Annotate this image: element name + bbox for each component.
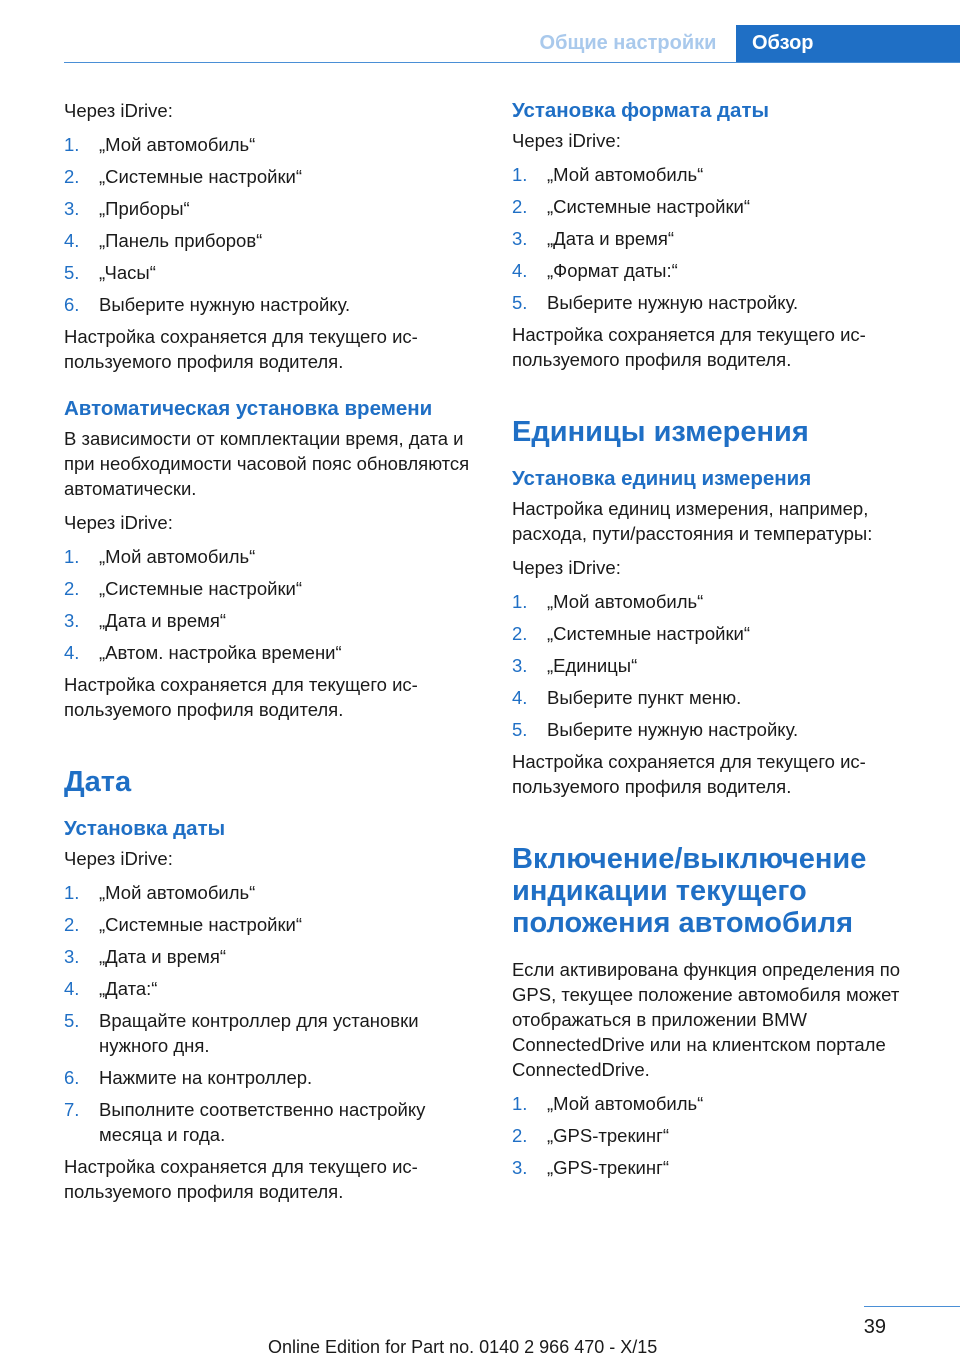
description-text: Если активирована функция определения по GPS, текущее положение автомобиля может отображаться в приложении BMW ConnectedDrive или на клиентском портале ConnectedDrive.: [512, 959, 901, 1080]
intro-text: Через iDrive:: [512, 557, 621, 578]
list-item: 1. „Мой автомобиль“: [64, 134, 256, 155]
list-item: 3. „GPS-трекинг“: [512, 1157, 669, 1178]
section-title: Установка формата даты: [512, 99, 770, 122]
list-item: 5. „Часы“: [64, 262, 156, 283]
note-text: Настройка сохраняется для текущего используемого профиля водителя.: [512, 751, 866, 797]
list-item: 3. „Дата и время“: [512, 228, 675, 249]
chapter-heading: Единицы измерения: [512, 416, 809, 448]
steps-list: [512, 162, 932, 315]
section-title: Установка единиц измерения: [512, 467, 812, 490]
list-item: 2. „Системные настройки“: [64, 578, 303, 599]
list-item: 5. Выберите нужную настройку.: [512, 719, 799, 740]
steps-list: [64, 132, 474, 317]
note-text: Настройка сохраняется для текущего используемого профиля водителя.: [64, 674, 418, 720]
description-text: Настройка единиц измерения, например, расхода, пути/расстояния и температуры:: [512, 498, 873, 544]
steps-list: [64, 880, 474, 1147]
list-item: 6. Нажмите на контроллер.: [64, 1067, 313, 1088]
section-title: Установка даты: [64, 817, 226, 840]
section-title: Автоматическая установка времени: [64, 397, 433, 420]
description-text: В зависимости от комплектации время, дата и при необходимости часовой пояс обновляются автоматически.: [64, 428, 470, 499]
note-text: Настройка сохраняется для текущего используемого профиля водителя.: [64, 1156, 418, 1202]
right-column: [512, 98, 932, 1187]
list-item: 1. „Мой автомобиль“: [64, 882, 256, 903]
list-item: 7. Выполните соответственно настройку месяца и года.: [64, 1099, 426, 1145]
list-item: 4. Выберите пункт меню.: [512, 687, 742, 708]
list-item: 3. „Дата и время“: [64, 610, 227, 631]
list-item: 2. „Системные настройки“: [512, 196, 751, 217]
chapter-heading: Включение/выключение индикации текущего положения автомобиля: [512, 843, 867, 939]
list-item: 1. „Мой автомобиль“: [64, 546, 256, 567]
list-item: 5. Выберите нужную настройку.: [512, 292, 799, 313]
list-item: 6. Выберите нужную настройку.: [64, 294, 351, 315]
list-item: 3. „Приборы“: [64, 198, 190, 219]
list-item: 4. „Дата:“: [64, 978, 158, 999]
header-rule: [64, 62, 960, 63]
list-item: 2. „Системные настройки“: [512, 623, 751, 644]
footer-rule: [864, 1306, 960, 1307]
list-item: 2. „GPS-трекинг“: [512, 1125, 669, 1146]
list-item: 5. Вращайте контроллер для установки нужного дня.: [64, 1010, 419, 1056]
steps-list: [64, 544, 474, 665]
tab-general-settings[interactable]: Общие настройки: [539, 32, 717, 54]
note-text: Настройка сохраняется для текущего используемого профиля водителя.: [64, 326, 418, 372]
list-item: 4. „Панель приборов“: [64, 230, 263, 251]
list-item: 2. „Системные настройки“: [64, 914, 303, 935]
edition-footer: Online Edition for Part no. 0140 2 966 470 - X/15: [268, 1337, 658, 1357]
intro-text: Через iDrive:: [64, 512, 173, 533]
steps-list: [512, 589, 932, 742]
intro-text: Через iDrive:: [512, 130, 621, 151]
list-item: 4. „Формат даты:“: [512, 260, 678, 281]
list-item: 3. „Единицы“: [512, 655, 638, 676]
list-item: 1. „Мой автомобиль“: [512, 164, 704, 185]
note-text: Настройка сохраняется для текущего используемого профиля водителя.: [512, 324, 866, 370]
steps-list: [512, 1091, 932, 1180]
list-item: 3. „Дата и время“: [64, 946, 227, 967]
list-item: 1. „Мой автомобиль“: [512, 591, 704, 612]
chapter-heading: Дата: [64, 766, 132, 798]
tab-overview[interactable]: Обзор: [736, 25, 960, 62]
intro-text: Через iDrive:: [64, 100, 173, 121]
list-item: 2. „Системные настройки“: [64, 166, 303, 187]
intro-text: Через iDrive:: [64, 848, 173, 869]
list-item: 4. „Автом. настройка времени“: [64, 642, 342, 663]
page-number: 39: [863, 1316, 886, 1338]
list-item: 1. „Мой автомобиль“: [512, 1093, 704, 1114]
left-column: [64, 98, 474, 1204]
